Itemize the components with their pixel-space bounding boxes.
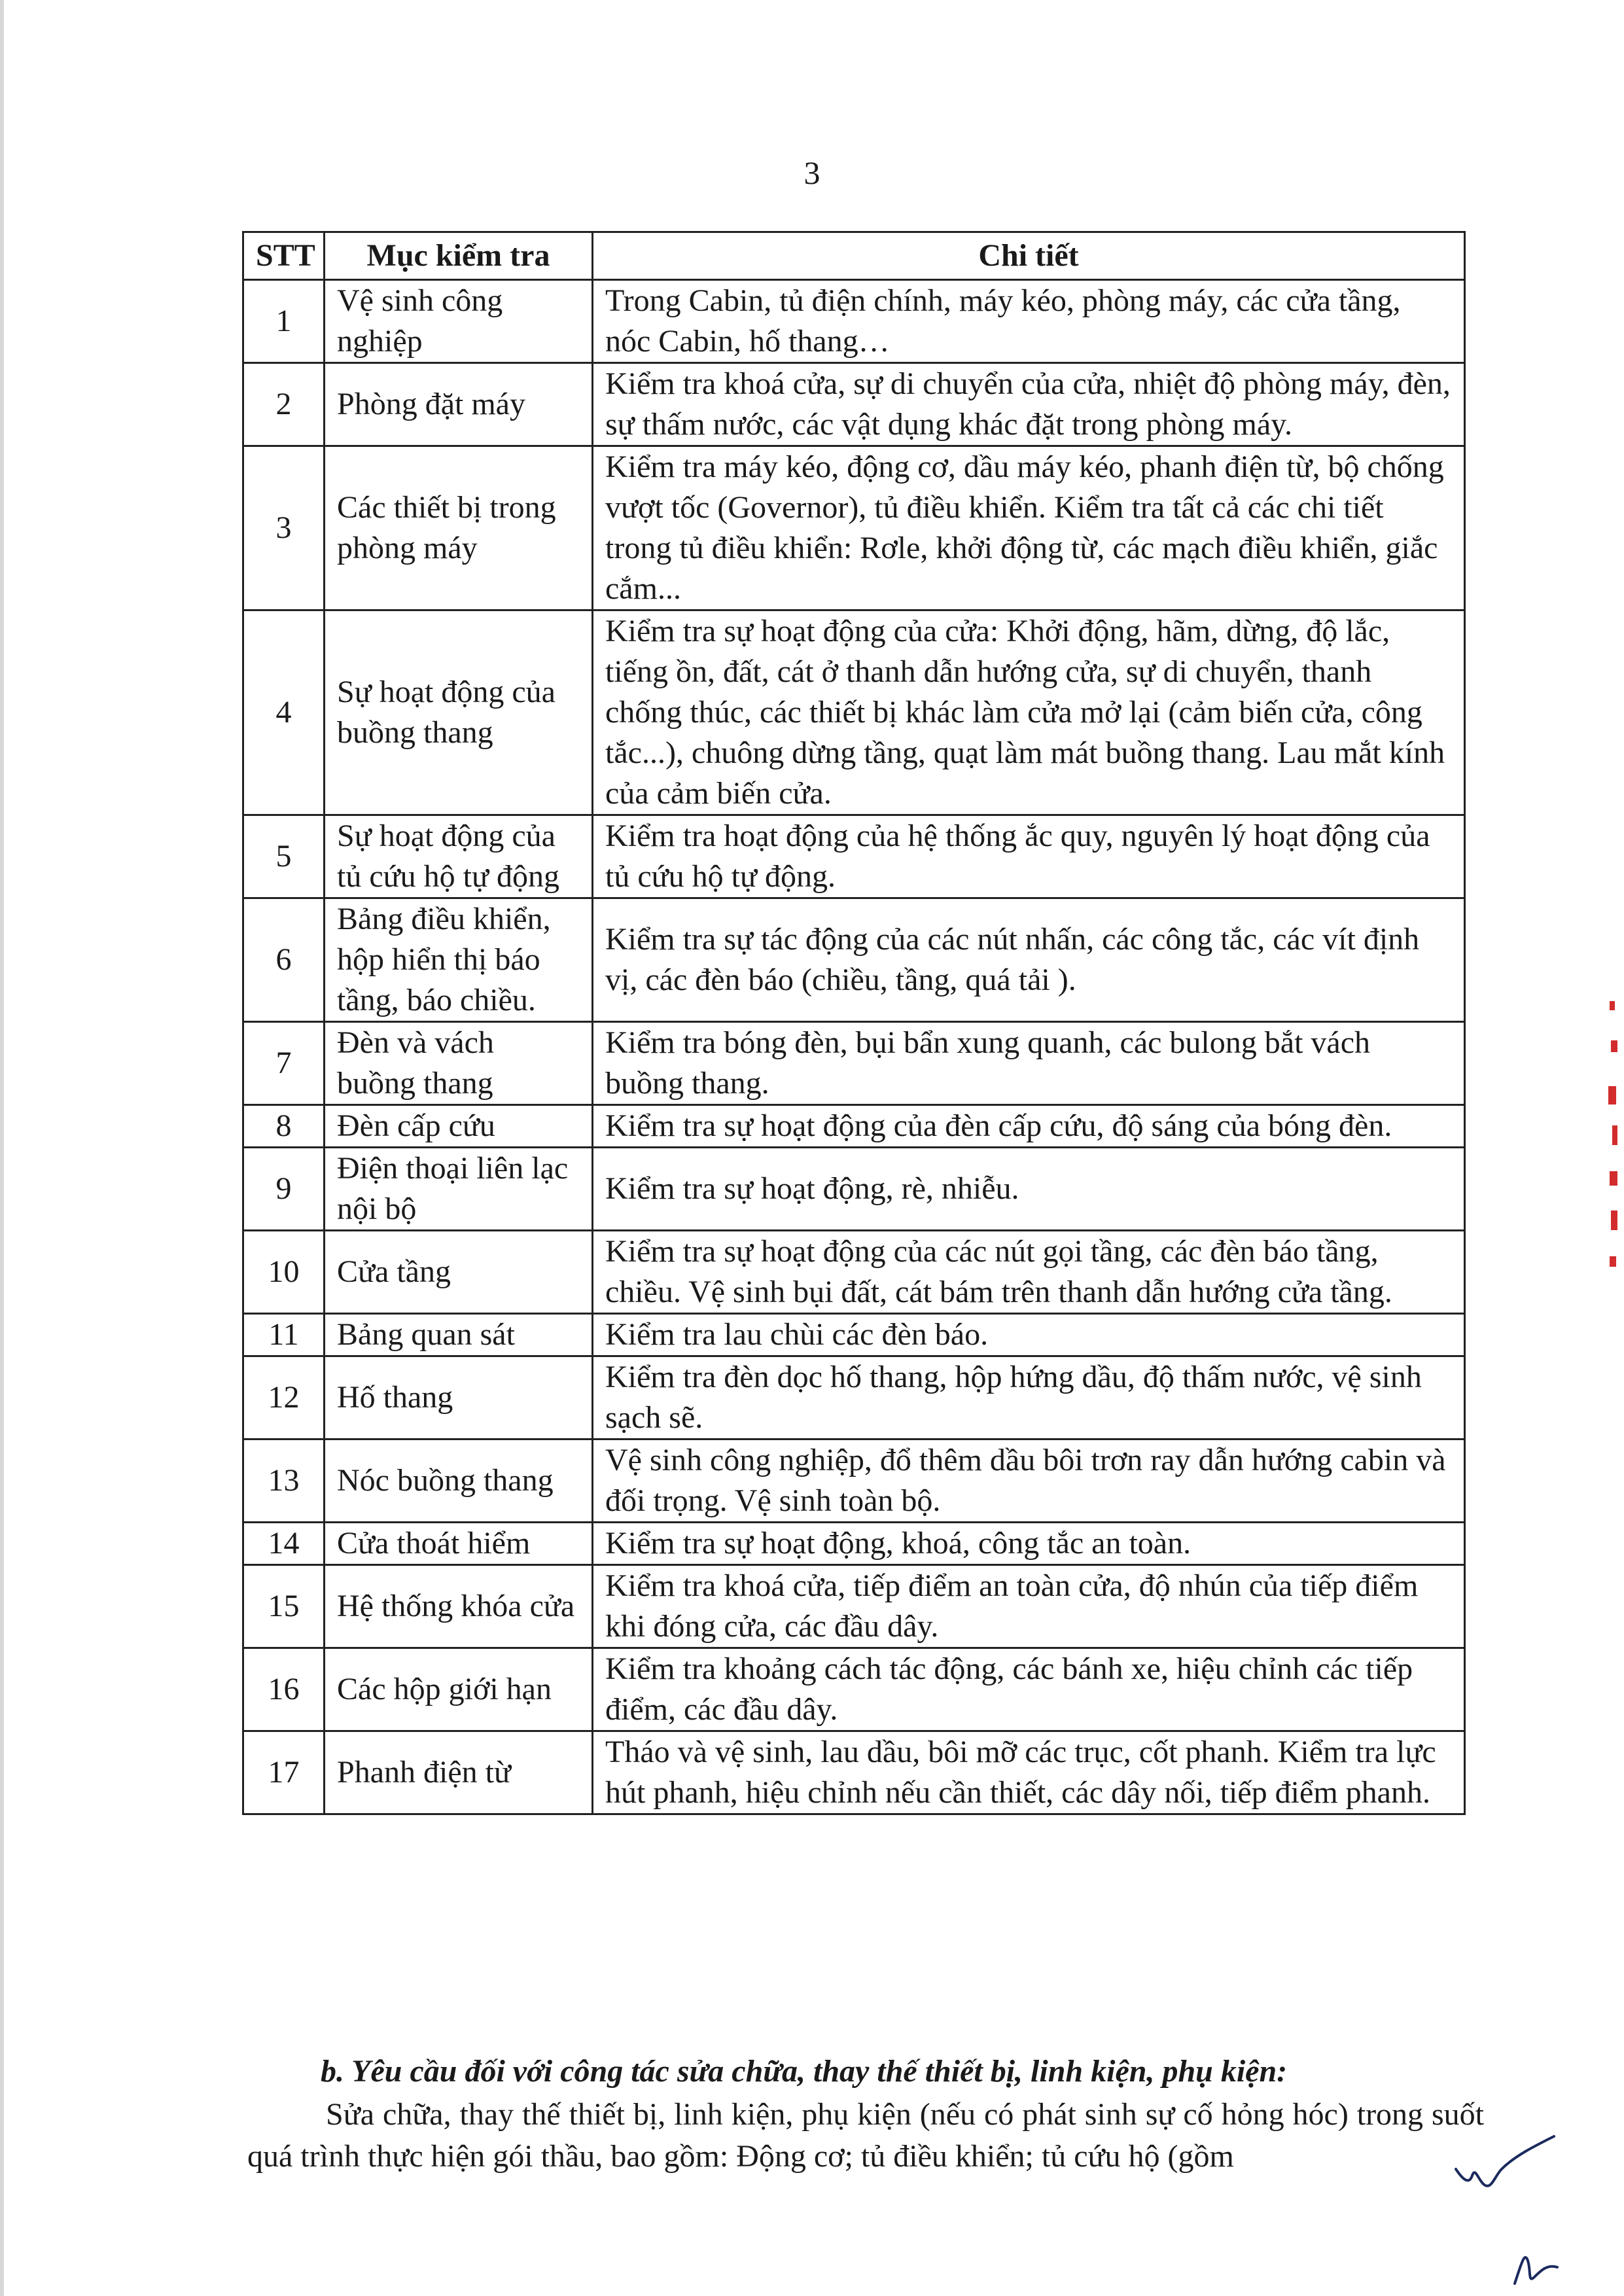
table-row	[243, 1231, 1465, 1314]
cell-detail: Vệ sinh công nghiệp, đổ thêm dầu bôi trơn ray dẫn hướng cabin và đối trọng. Vệ sinh toàn bộ.	[593, 1439, 1465, 1523]
table-row	[243, 1314, 1465, 1356]
cell-stt: 1	[243, 280, 325, 363]
cell-detail: Kiểm tra khoá cửa, tiếp điểm an toàn cửa, độ nhún của tiếp điểm khi đóng cửa, các đầu dây.	[593, 1565, 1465, 1648]
table-row	[243, 1439, 1465, 1523]
cell-item: Phanh điện từ	[325, 1731, 593, 1814]
body-paragraph: Sửa chữa, thay thế thiết bị, linh kiện, phụ kiện (nếu có phát sinh sự cố hỏng hóc) trong suốt quá trình thực hiện gói thầu, bao gồm: Động cơ; tủ điều khiển; tủ cứu hộ (gồm	[247, 2097, 1484, 2174]
cell-item: Hệ thống khóa cửa	[325, 1565, 593, 1648]
table-header-row	[243, 232, 1465, 280]
cell-item: Các hộp giới hạn	[325, 1648, 593, 1731]
scan-edge	[0, 0, 4, 2296]
cell-stt: 11	[243, 1314, 325, 1356]
stamp-edge-mark	[1597, 995, 1624, 1296]
cell-detail: Kiểm tra hoạt động của hệ thống ắc quy, nguyên lý hoạt động của tủ cứu hộ tự động.	[593, 815, 1465, 898]
signature-mark	[1443, 2130, 1561, 2202]
cell-stt: 5	[243, 815, 325, 898]
cell-stt: 12	[243, 1356, 325, 1439]
cell-detail: Kiểm tra bóng đèn, bụi bẩn xung quanh, các bulong bắt vách buồng thang.	[593, 1022, 1465, 1105]
cell-detail: Kiểm tra sự hoạt động, rè, nhiễu.	[593, 1148, 1465, 1231]
cell-detail: Kiểm tra sự hoạt động, khoá, công tắc an toàn.	[593, 1523, 1465, 1565]
table-row	[243, 1731, 1465, 1814]
table-body	[243, 280, 1465, 1814]
table-row	[243, 1648, 1465, 1731]
page-number: 3	[803, 154, 821, 191]
header-stt: STT	[243, 232, 325, 280]
cell-stt: 3	[243, 446, 325, 610]
cell-stt: 17	[243, 1731, 325, 1814]
cell-item: Bảng điều khiển, hộp hiển thị báo tầng, báo chiều.	[325, 898, 593, 1022]
cell-item: Đèn và vách buồng thang	[325, 1022, 593, 1105]
cell-detail: Kiểm tra sự hoạt động của cửa: Khởi động, hãm, dừng, độ lắc, tiếng ồn, đất, cát ở thanh dẫn hướng cửa, sự di chuyển, thanh chống thúc, các thiết bị khác làm cửa mở lại (cảm biến cửa, công tắc...), chuông dừng tầng, quạt làm mát buồng thang. Lau mắt kính của cảm biến cửa.	[593, 610, 1465, 815]
cell-detail: Tháo và vệ sinh, lau dầu, bôi mỡ các trục, cốt phanh. Kiểm tra lực hút phanh, hiệu chỉnh nếu cần thiết, các dây nối, tiếp điểm phanh.	[593, 1731, 1465, 1814]
header-detail: Chi tiết	[593, 232, 1465, 280]
table-row	[243, 1148, 1465, 1231]
table-row	[243, 1105, 1465, 1148]
table-row	[243, 280, 1465, 363]
cell-item: Nóc buồng thang	[325, 1439, 593, 1523]
cell-detail: Kiểm tra khoảng cách tác động, các bánh xe, hiệu chỉnh các tiếp điểm, các đầu dây.	[593, 1648, 1465, 1731]
cell-stt: 13	[243, 1439, 325, 1523]
cell-stt: 7	[243, 1022, 325, 1105]
cell-item: Đèn cấp cứu	[325, 1105, 593, 1148]
cell-stt: 4	[243, 610, 325, 815]
section-heading: b. Yêu cầu đối với công tác sửa chữa, thay thế thiết bị, linh kiện, phụ kiện:	[321, 2054, 1288, 2089]
cell-detail: Kiểm tra lau chùi các đèn báo.	[593, 1314, 1465, 1356]
header-item: Mục kiểm tra	[325, 232, 593, 280]
inspection-table	[242, 231, 1466, 1815]
cell-item: Bảng quan sát	[325, 1314, 593, 1356]
cell-stt: 8	[243, 1105, 325, 1148]
table-row	[243, 1356, 1465, 1439]
table-row	[243, 1022, 1465, 1105]
cell-item: Hố thang	[325, 1356, 593, 1439]
table-row	[243, 898, 1465, 1022]
cell-item: Cửa tầng	[325, 1231, 593, 1314]
initial-mark	[1508, 2238, 1567, 2290]
cell-stt: 10	[243, 1231, 325, 1314]
cell-stt: 16	[243, 1648, 325, 1731]
cell-detail: Kiểm tra sự hoạt động của đèn cấp cứu, độ sáng của bóng đèn.	[593, 1105, 1465, 1148]
cell-detail: Kiểm tra máy kéo, động cơ, dầu máy kéo, phanh điện từ, bộ chống vượt tốc (Governor), tủ điều khiển. Kiểm tra tất cả các chi tiết trong tủ điều khiển: Rơle, khởi động từ, các mạch điều khiển, giắc cắm...	[593, 446, 1465, 610]
table-row	[243, 1523, 1465, 1565]
table-row	[243, 610, 1465, 815]
table-row	[243, 446, 1465, 610]
cell-stt: 15	[243, 1565, 325, 1648]
cell-detail: Kiểm tra sự tác động của các nút nhấn, các công tắc, các vít định vị, các đèn báo (chiều, tầng, quá tải ).	[593, 898, 1465, 1022]
cell-item: Sự hoạt động của buồng thang	[325, 610, 593, 815]
cell-item: Vệ sinh công nghiệp	[325, 280, 593, 363]
cell-stt: 14	[243, 1523, 325, 1565]
cell-detail: Kiểm tra sự hoạt động của các nút gọi tầng, các đèn báo tầng, chiều. Vệ sinh bụi đất, cát bám trên thanh dẫn hướng cửa tầng.	[593, 1231, 1465, 1314]
cell-item: Các thiết bị trong phòng máy	[325, 446, 593, 610]
cell-stt: 2	[243, 363, 325, 446]
table-row	[243, 363, 1465, 446]
cell-item: Điện thoại liên lạc nội bộ	[325, 1148, 593, 1231]
cell-detail: Kiểm tra đèn dọc hố thang, hộp hứng dầu, độ thấm nước, vệ sinh sạch sẽ.	[593, 1356, 1465, 1439]
table-row	[243, 815, 1465, 898]
table-row	[243, 1565, 1465, 1648]
cell-stt: 6	[243, 898, 325, 1022]
cell-item: Sự hoạt động của tủ cứu hộ tự động	[325, 815, 593, 898]
cell-item: Phòng đặt máy	[325, 363, 593, 446]
cell-detail: Kiểm tra khoá cửa, sự di chuyển của cửa, nhiệt độ phòng máy, đèn, sự thấm nước, các vật dụng khác đặt trong phòng máy.	[593, 363, 1465, 446]
cell-detail: Trong Cabin, tủ điện chính, máy kéo, phòng máy, các cửa tầng, nóc Cabin, hố thang…	[593, 280, 1465, 363]
cell-item: Cửa thoát hiểm	[325, 1523, 593, 1565]
cell-stt: 9	[243, 1148, 325, 1231]
